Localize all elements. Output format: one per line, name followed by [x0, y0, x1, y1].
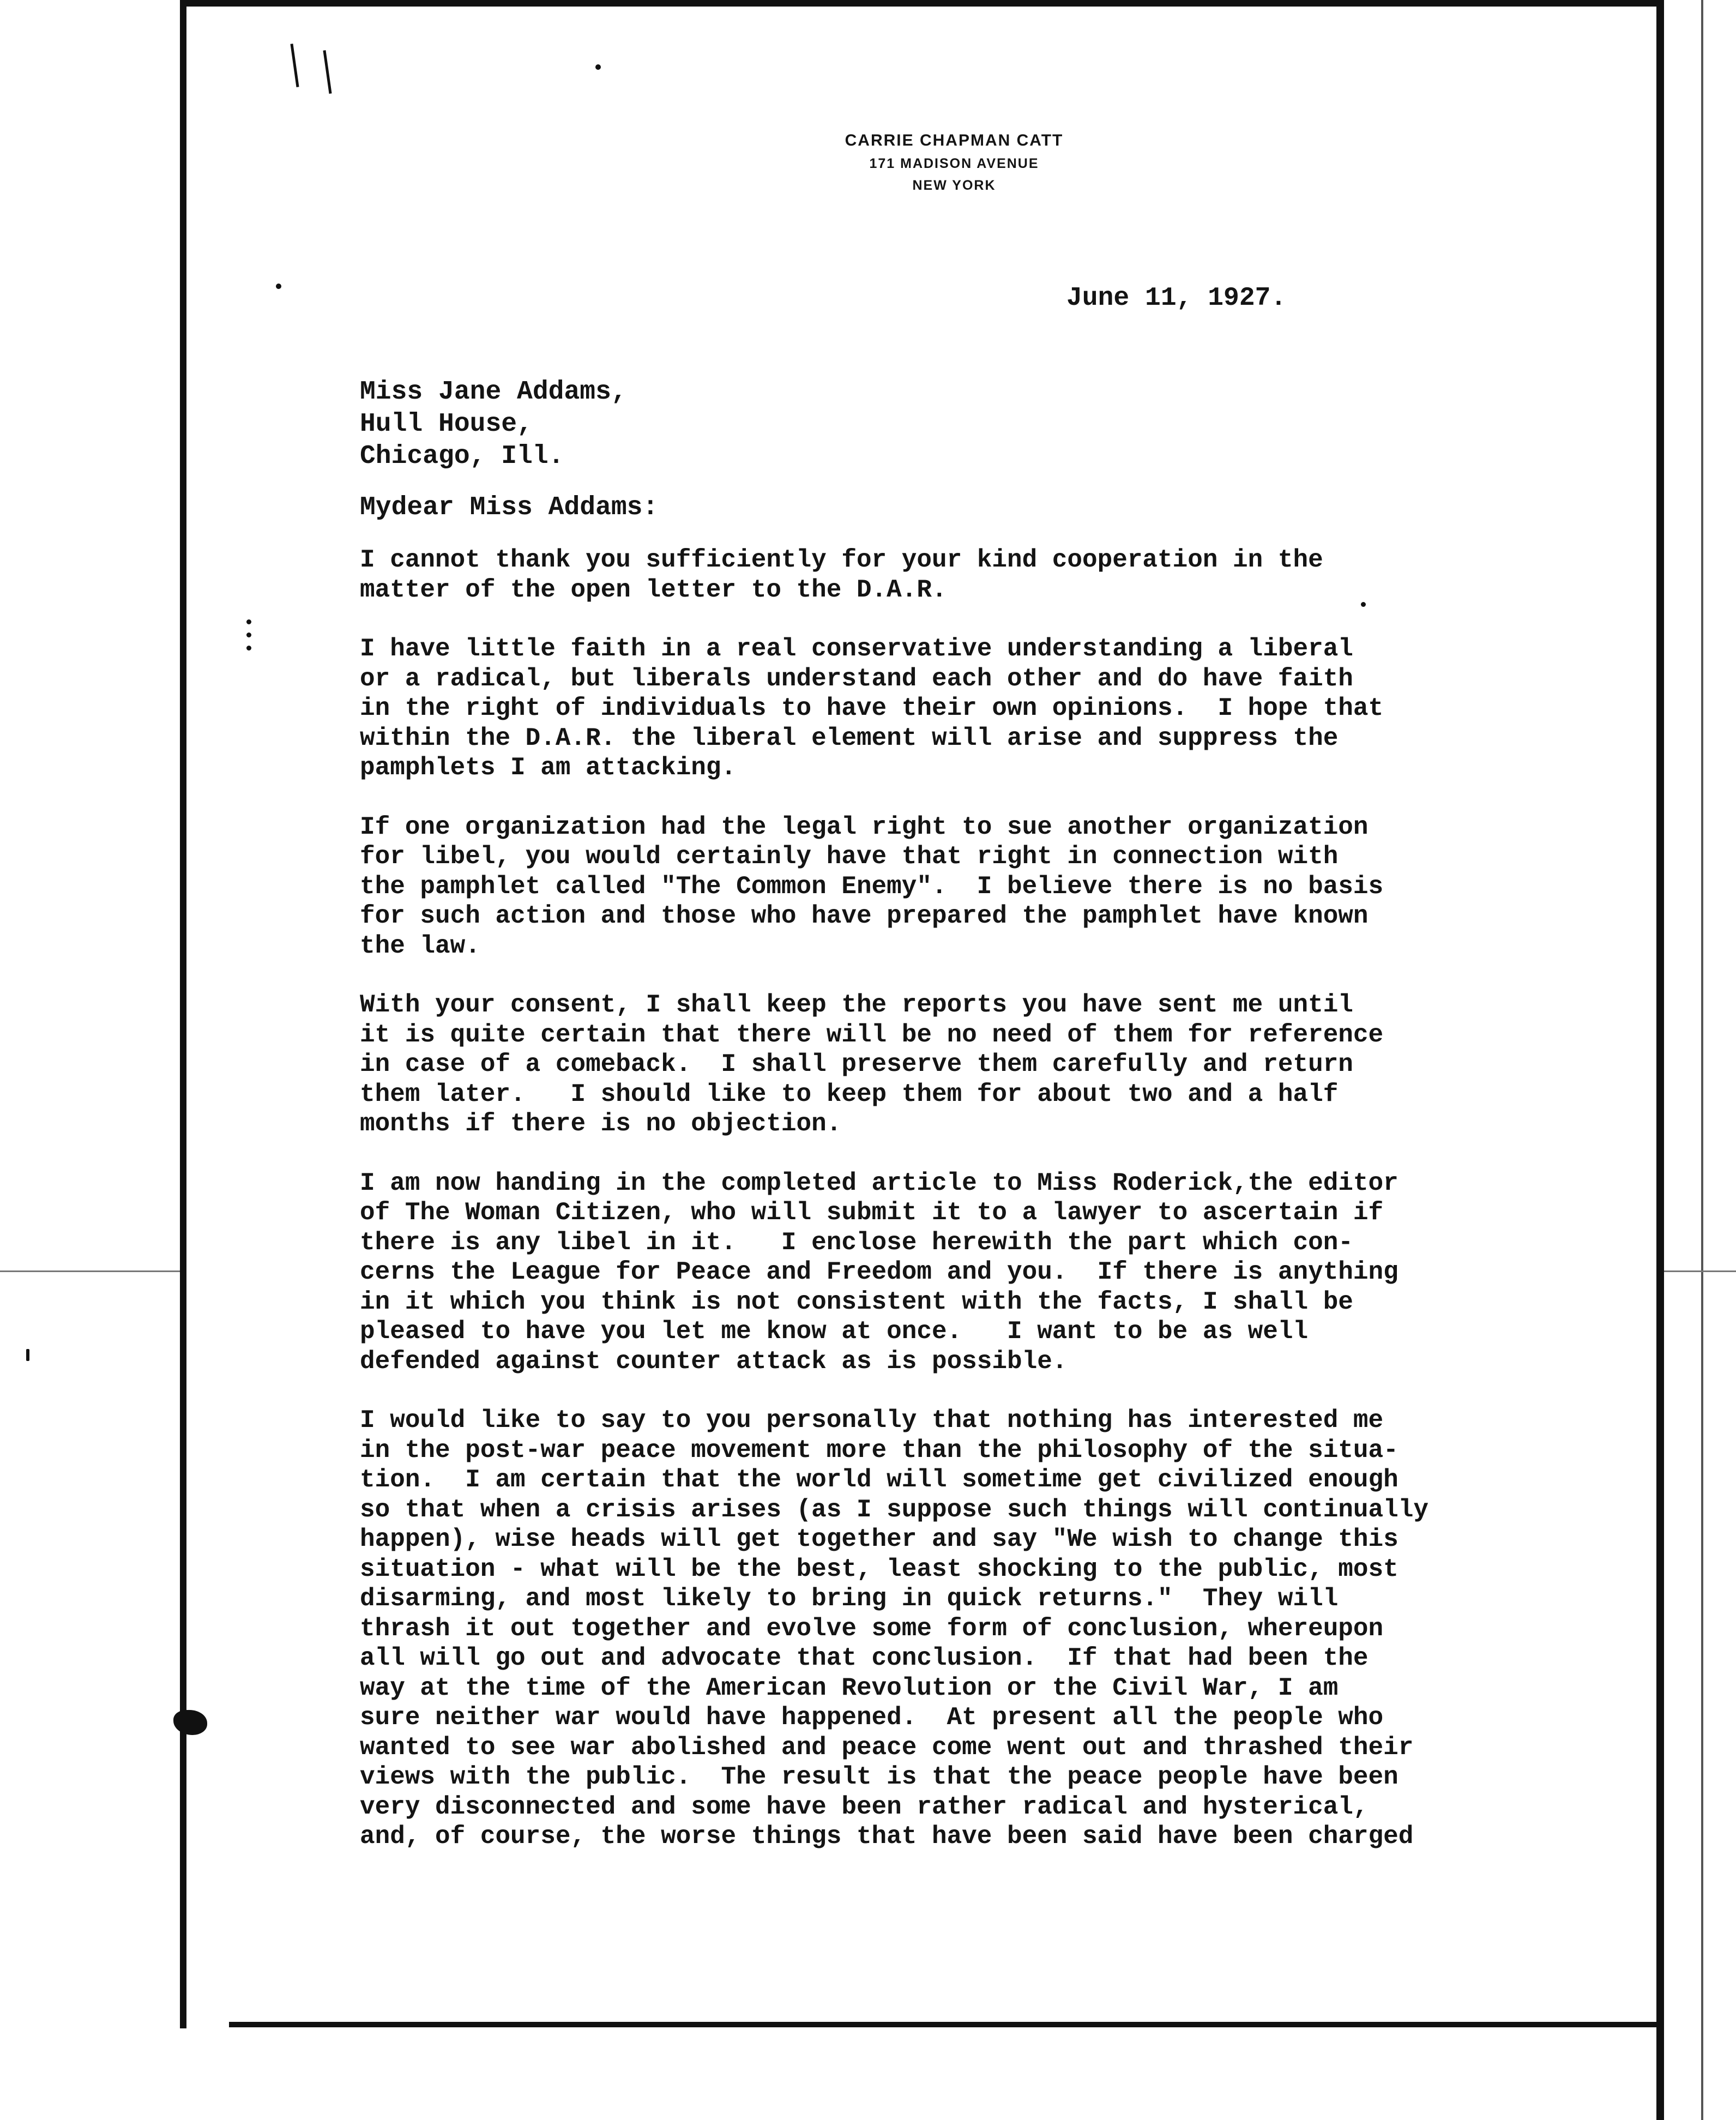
- scan-speck: [595, 64, 601, 70]
- paragraph: [360, 634, 1630, 783]
- text-line: very disconnected and some have been rather radical and hysterical,: [360, 1792, 1369, 1821]
- scan-speck: [246, 619, 251, 624]
- text-line: of The Woman Citizen, who will submit it to a lawyer to ascertain if: [360, 1198, 1384, 1227]
- text-line: and, of course, the worse things that have been said have been charged: [360, 1822, 1414, 1851]
- text-line: situation - what will be the best, least shocking to the public, most: [360, 1555, 1399, 1583]
- pen-mark: [323, 50, 331, 94]
- text-line: there is any libel in it. I enclose herewith the part which con-: [360, 1228, 1353, 1257]
- scan-speck: [246, 633, 251, 637]
- text-line: happen), wise heads will get together and say "We wish to change this: [360, 1525, 1399, 1553]
- paragraph: [360, 812, 1630, 961]
- text-line: all will go out and advocate that conclusion. If that had been the: [360, 1644, 1369, 1672]
- scan-speck: [246, 646, 251, 651]
- text-line: cerns the League for Peace and Freedom and you. If there is anything: [360, 1258, 1399, 1286]
- text-line: pamphlets I am attacking.: [360, 754, 737, 782]
- letterhead-city: NEW YORK: [912, 178, 996, 193]
- recipient-line: Chicago, Ill.: [360, 442, 564, 471]
- text-line: matter of the open letter to the D.A.R.: [360, 575, 947, 604]
- text-line: the pamphlet called "The Common Enemy". I believe there is no basis: [360, 872, 1384, 901]
- text-line: tion. I am certain that the world will sometime get civilized enough: [360, 1466, 1399, 1494]
- text-line: so that when a crisis arises (as I suppose such things will continually: [360, 1495, 1428, 1524]
- text-line: I am now handing in the completed article to Miss Roderick,the editor: [360, 1169, 1399, 1197]
- text-line: thrash it out together and evolve some form of conclusion, whereupon: [360, 1614, 1384, 1643]
- text-line: sure neither war would have happened. At present all the people who: [360, 1703, 1384, 1732]
- text-line: within the D.A.R. the liberal element will arise and suppress the: [360, 724, 1339, 752]
- letterhead-name: CARRIE CHAPMAN CATT: [845, 131, 1064, 149]
- text-line: the law.: [360, 931, 480, 960]
- scan-speck: [26, 1349, 29, 1361]
- text-line: views with the public. The result is that the peace people have been: [360, 1763, 1399, 1791]
- recipient-address: [360, 376, 627, 473]
- text-line: in case of a comeback. I shall preserve them carefully and return: [360, 1050, 1353, 1079]
- text-line: I cannot thank you sufficiently for your kind cooperation in the: [360, 546, 1323, 574]
- paragraph: [360, 1169, 1630, 1377]
- text-line: I have little faith in a real conservative understanding a liberal: [360, 635, 1353, 663]
- letterhead: [709, 129, 1199, 196]
- letter-body: [360, 545, 1630, 1881]
- letterhead-address: 171 MADISON AVENUE: [869, 156, 1039, 171]
- text-line: them later. I should like to keep them for about two and a half: [360, 1080, 1339, 1109]
- text-line: I would like to say to you personally that nothing has interested me: [360, 1406, 1384, 1435]
- scan-border-bottom: [229, 2022, 1663, 2027]
- text-line: way at the time of the American Revolution or the Civil War, I am: [360, 1673, 1339, 1702]
- scan-speck: [276, 284, 281, 289]
- text-line: With your consent, I shall keep the reports you have sent me until: [360, 991, 1353, 1019]
- text-line: in the right of individuals to have their own opinions. I hope that: [360, 694, 1384, 722]
- paragraph: [360, 545, 1630, 605]
- text-line: for libel, you would certainly have that right in connection with: [360, 842, 1339, 871]
- text-line: for such action and those who have prepared the pamphlet have known: [360, 902, 1369, 930]
- fold-line-left: [0, 1270, 180, 1272]
- paragraph: [360, 1406, 1630, 1852]
- text-line: in it which you think is not consistent with the facts, I shall be: [360, 1287, 1353, 1316]
- text-line: or a radical, but liberals understand each other and do have faith: [360, 664, 1353, 693]
- text-line: disarming, and most likely to bring in quick returns." They will: [360, 1585, 1339, 1613]
- text-line: it is quite certain that there will be no need of them for reference: [360, 1020, 1384, 1049]
- text-line: wanted to see war abolished and peace come went out and thrashed their: [360, 1733, 1414, 1762]
- text-line: in the post-war peace movement more than the philosophy of the situa-: [360, 1436, 1399, 1465]
- scan-border-top: [180, 0, 1663, 7]
- paragraph: [360, 990, 1630, 1139]
- text-line: If one organization had the legal right to sue another organization: [360, 812, 1369, 841]
- recipient-line: Miss Jane Addams,: [360, 377, 627, 407]
- pen-mark: [290, 44, 299, 87]
- letter-date: June 11, 1927.: [1066, 284, 1287, 313]
- ink-blot: [173, 1710, 207, 1735]
- scan-border-right: [1656, 0, 1664, 2120]
- fold-line-right: [1664, 1270, 1736, 1272]
- text-line: pleased to have you let me know at once. I want to be as well: [360, 1317, 1309, 1346]
- recipient-line: Hull House,: [360, 409, 533, 439]
- scan-edge-right: [1701, 0, 1703, 2120]
- text-line: months if there is no objection.: [360, 1110, 842, 1138]
- salutation: Mydear Miss Addams:: [360, 493, 659, 522]
- text-line: defended against counter attack as is possible.: [360, 1347, 1068, 1376]
